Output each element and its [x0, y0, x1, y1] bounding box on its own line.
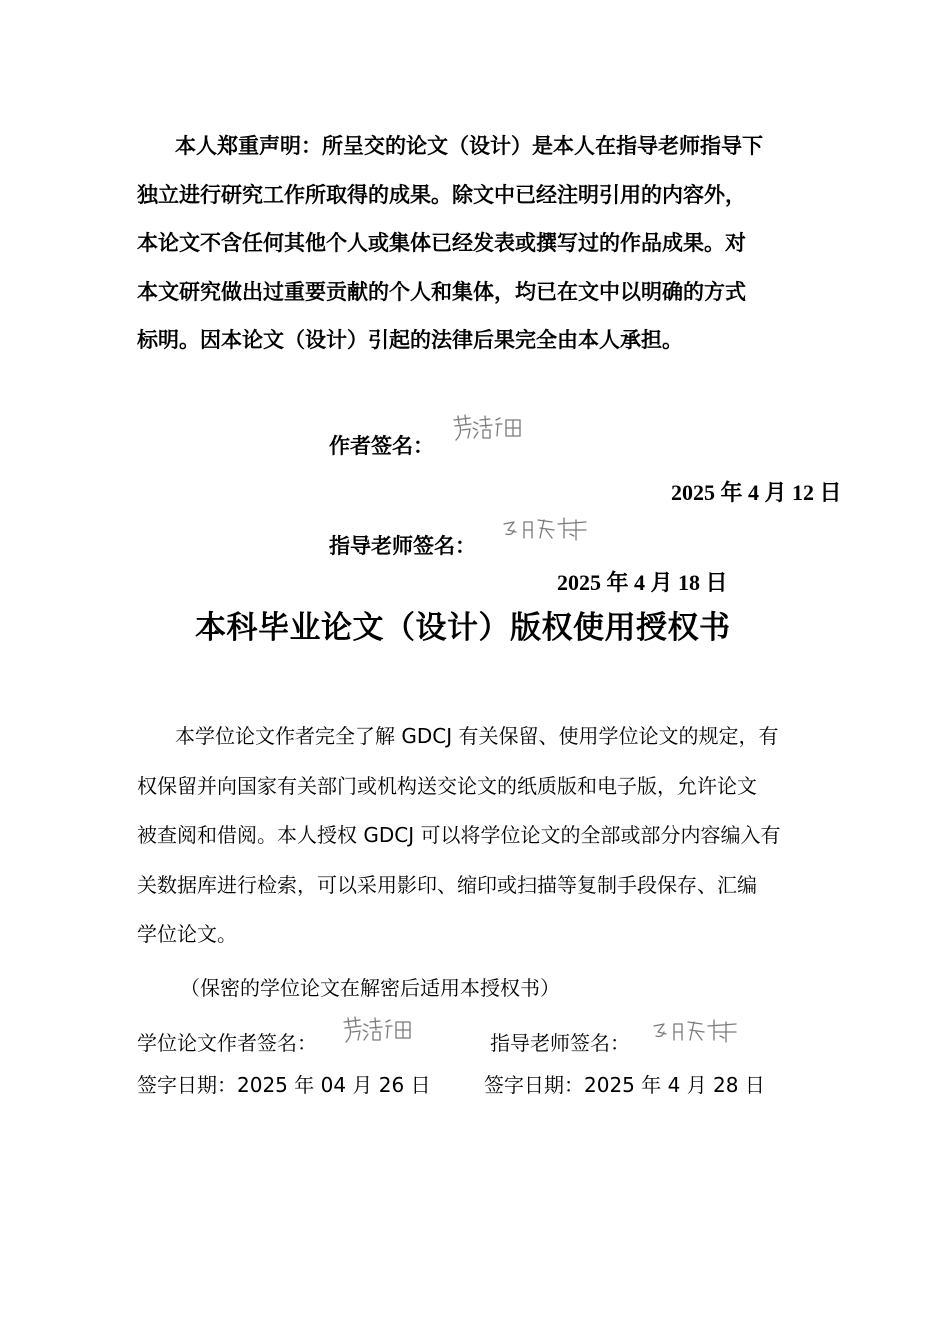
- thesis-advisor-signature-label: 指导老师签名：: [490, 1031, 630, 1055]
- author-signature-label: 作者签名：: [329, 434, 434, 458]
- thesis-author-signature-label: 学位论文作者签名：: [137, 1031, 317, 1055]
- declaration-text: [137, 122, 853, 365]
- declaration-line: 独立进行研究工作所取得的成果。除文中已经注明引用的内容外，: [137, 182, 746, 207]
- authorization-line: 关数据库进行检索，可以采用影印、缩印或扫描等复制手段保存、汇编: [137, 872, 757, 897]
- authorization-title: 本科毕业论文（设计）版权使用授权书: [195, 610, 731, 646]
- declaration-line: 标明。因本论文（设计）引起的法律后果完全由本人承担。: [137, 328, 683, 352]
- declaration-line: 本文研究做出过重要贡献的个人和集体，均已在文中以明确的方式: [137, 279, 746, 304]
- thesis-advisor-signature-image: [650, 1016, 742, 1044]
- confidential-note: （保密的学位论文在解密后适用本授权书）: [180, 976, 560, 1000]
- author-sign-date: 签字日期：2025 年 04 月 26 日: [137, 1073, 431, 1097]
- authorization-line: 被查阅和借阅。本人授权 GDCJ 可以将学位论文的全部或部分内容编入有: [137, 823, 781, 847]
- authorization-line: 本学位论文作者完全了解 GDCJ 有关保留、使用学位论文的规定，有: [175, 724, 779, 748]
- authorization-text: [137, 712, 853, 960]
- advisor-sign-date: 签字日期：2025 年 4 月 28 日: [484, 1073, 765, 1097]
- thesis-author-signature-image: [340, 1014, 420, 1046]
- authorization-line: 学位论文。: [137, 922, 237, 946]
- advisor-signature-image: [500, 514, 592, 544]
- declaration-line: 本人郑重声明：所呈交的论文（设计）是本人在指导老师指导下: [175, 134, 763, 158]
- author-signature-image: [450, 412, 530, 446]
- declaration-author-date: 2025 年 4 月 12 日: [671, 480, 842, 505]
- authorization-line: 权保留并向国家有关部门或机构送交论文的纸质版和电子版，允许论文: [137, 773, 757, 798]
- advisor-signature-label: 指导老师签名：: [329, 534, 476, 558]
- declaration-advisor-date: 2025 年 4 月 18 日: [557, 570, 728, 595]
- declaration-line: 本论文不含任何其他个人或集体已经发表或撰写过的作品成果。对: [137, 231, 746, 255]
